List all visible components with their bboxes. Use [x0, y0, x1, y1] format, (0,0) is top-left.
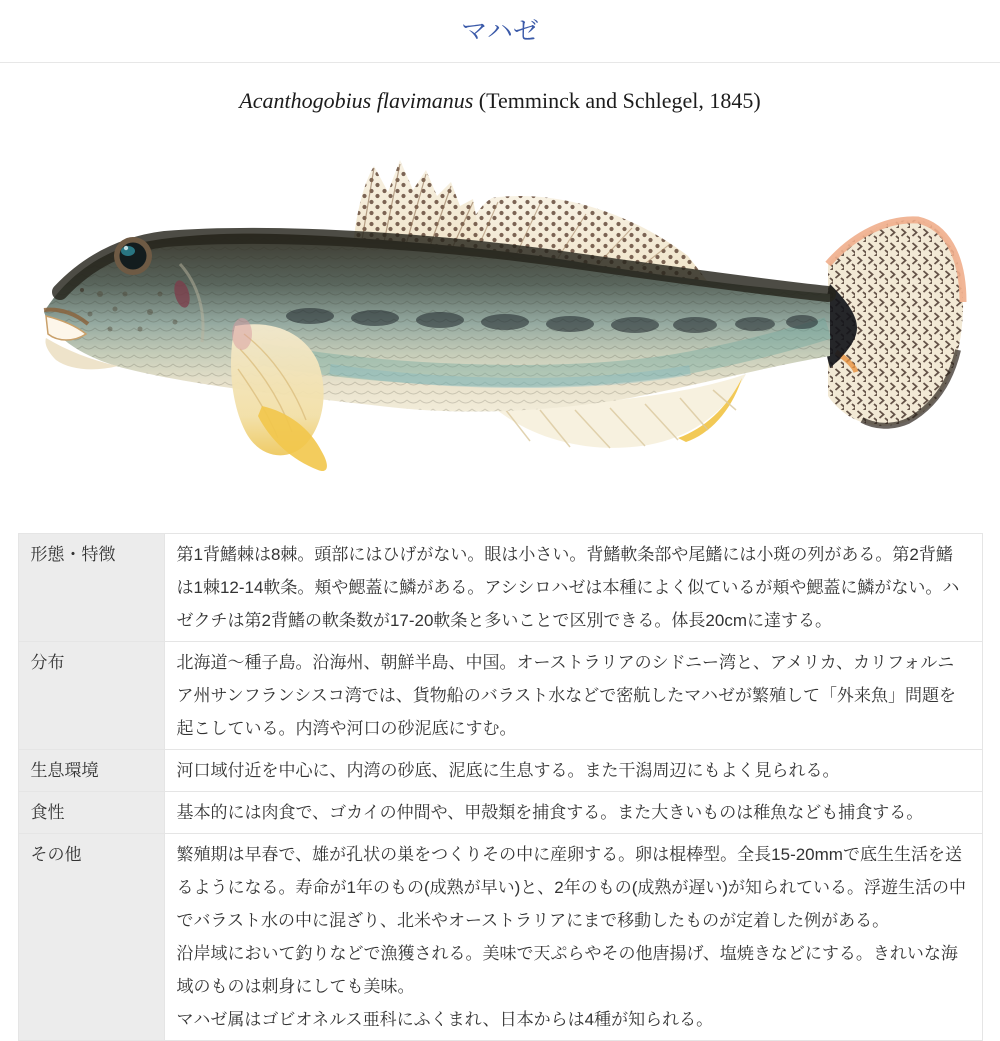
- page-header: [0, 0, 1000, 63]
- row-content: [164, 641, 982, 749]
- row-content: [164, 833, 982, 1040]
- row-content: [164, 791, 982, 833]
- row-paragraph: 繁殖期は早春で、雄が孔状の巣をつくりその中に産卵する。卵は棍棒型。全長15-20mmで底生生活を送るようになる。寿命が1年のもの(成熟が早い)と、2年のもの(成熟が遅い)が知られている。浮遊生活の中でバラスト水の中に混ざり、北米やオーストラリアにまで移動したものが定着した例がある。: [176, 844, 967, 930]
- row-label: 生息環境: [18, 749, 164, 791]
- row-paragraph: 北海道〜種子島。沿海州、朝鮮半島、中国。オーストラリアのシドニー湾と、アメリカ、カリフォルニア州サンフランシスコ湾では、貨物船のバラスト水などで密航したマハゼが繁殖して「外来魚」問題を起こしている。内湾や河口の砂泥底にすむ。: [176, 652, 957, 738]
- page-title: マハゼ: [461, 16, 539, 46]
- row-label: 分布: [18, 641, 164, 749]
- row-paragraph: 第1背鰭棘は8棘。頭部にはひげがない。眼は小さい。背鰭軟条部や尾鰭には小斑の列がある。第2背鰭は1棘12-14軟条。頬や鰓蓋に鱗がある。アシシロハゼは本種によく似ているが頬や鰓蓋に鱗がない。ハゼクチは第2背鰭の軟条数が17-20軟条と多いことで区別できる。体長20cmに達する。: [176, 544, 960, 630]
- table-row-other: [18, 833, 982, 1040]
- row-label: 食性: [18, 791, 164, 833]
- fish-caudal-fin: [824, 219, 963, 541]
- row-paragraph: 基本的には肉食で、ゴカイの仲間や、甲殻類を捕食する。また大きいものは稚魚なども捕食する。: [176, 802, 924, 822]
- row-paragraph: 沿岸域において釣りなどで漁獲される。美味で天ぷらやその他唐揚げ、塩焼きなどにする。きれいな海域のものは刺身にしても美味。: [176, 943, 958, 996]
- species-info-table: [18, 533, 983, 1041]
- row-content: [164, 533, 982, 641]
- scientific-name-binomial: Acanthogobius flavimanus: [239, 87, 474, 113]
- row-paragraph: マハゼ属はゴビオネルス亜科にふくまれ、日本からは4種が知られる。: [176, 1009, 714, 1029]
- scientific-name-authority: (Temminck and Schlegel, 1845): [473, 87, 761, 113]
- table-row-diet: [18, 791, 982, 833]
- row-label: その他: [18, 833, 164, 1040]
- scientific-name: [0, 88, 1000, 114]
- table-row-habitat: [18, 749, 982, 791]
- row-label: 形態・特徴: [18, 533, 164, 641]
- table-row-distribution: [18, 641, 982, 749]
- table-row-morphology: [18, 533, 982, 641]
- fish-illustration: [30, 144, 970, 489]
- row-paragraph: 河口域付近を中心に、内湾の砂底、泥底に生息する。また干潟周辺にもよく見られる。: [176, 760, 840, 780]
- row-content: [164, 749, 982, 791]
- fish-photo: [30, 144, 970, 489]
